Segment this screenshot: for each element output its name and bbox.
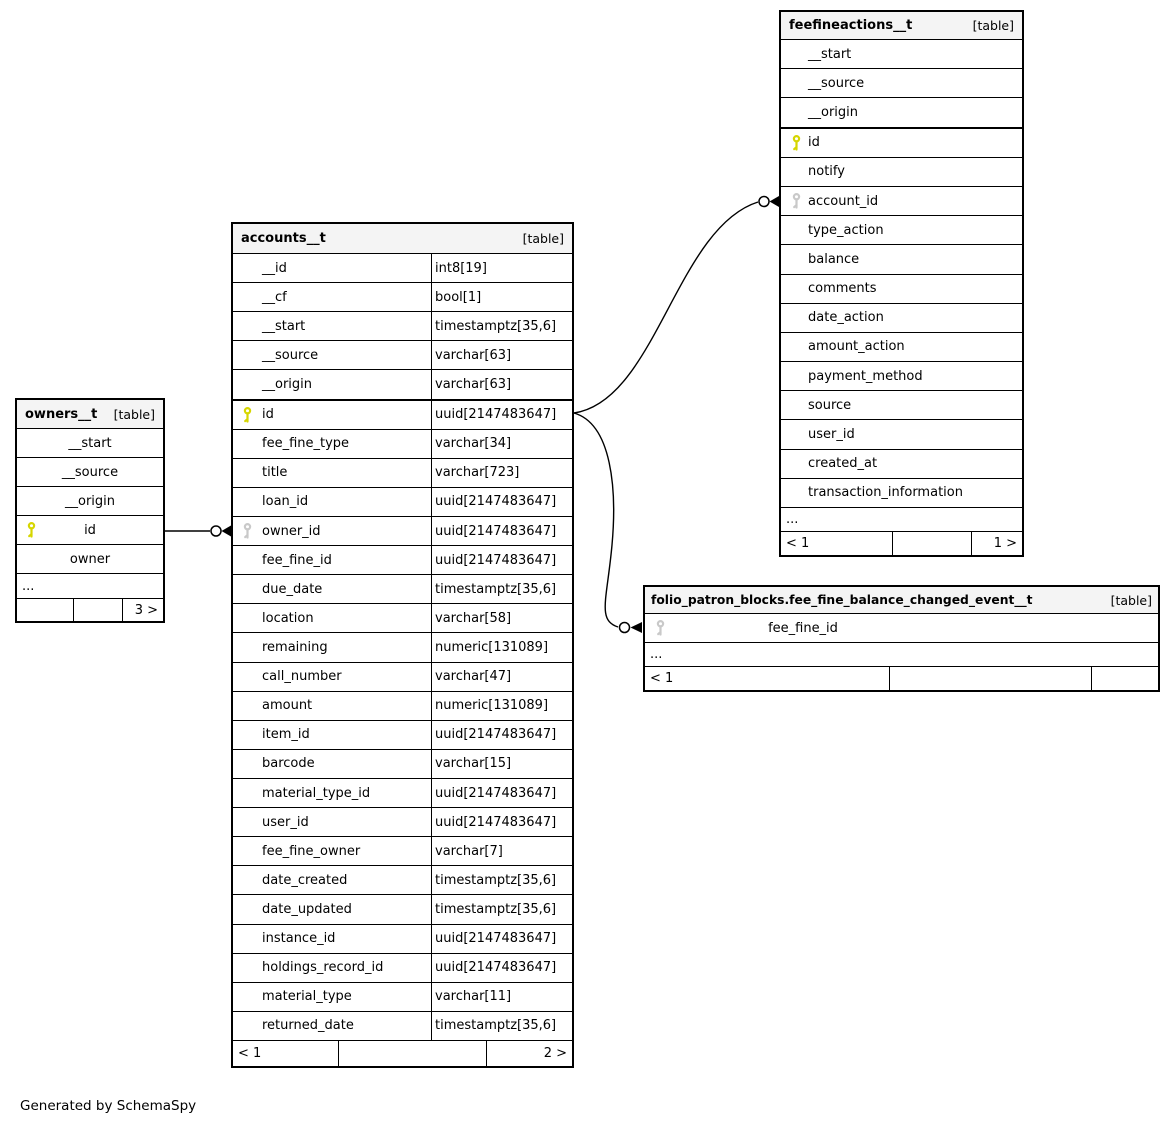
column-type: uuid[2147483647] bbox=[431, 779, 572, 807]
column-name-text: date_created bbox=[262, 872, 348, 888]
column-type: varchar[63] bbox=[431, 341, 572, 369]
column-row-__cf bbox=[233, 282, 572, 311]
column-name bbox=[781, 129, 1022, 157]
column-name-text: fee_fine_type bbox=[262, 436, 350, 452]
column-row-date_updated bbox=[233, 894, 572, 923]
column-row-remaining bbox=[233, 632, 572, 661]
column-name bbox=[781, 333, 1022, 361]
column-name bbox=[781, 304, 1022, 332]
column-name-text: fee_fine_id bbox=[262, 552, 332, 568]
connector-accounts-id-to-fee-fine-balance-changed-event bbox=[574, 413, 642, 633]
column-row-__origin bbox=[17, 486, 163, 515]
column-row-amount_action bbox=[781, 332, 1022, 361]
column-row-returned_date bbox=[233, 1011, 572, 1040]
column-row-__id bbox=[233, 253, 572, 282]
column-name-text: item_id bbox=[262, 727, 310, 743]
column-type: uuid[2147483647] bbox=[431, 808, 572, 836]
column-name bbox=[781, 479, 1022, 507]
column-row-created_at bbox=[781, 449, 1022, 478]
column-type: uuid[2147483647] bbox=[431, 954, 572, 982]
column-name bbox=[781, 420, 1022, 448]
column-row-date_created bbox=[233, 865, 572, 894]
column-name-text: comments bbox=[808, 281, 877, 297]
connector-accounts-id-to-feefineactions-account-id bbox=[574, 196, 779, 413]
paging-cell-2 bbox=[1092, 667, 1159, 690]
column-type: varchar[63] bbox=[431, 370, 572, 398]
column-name-text: __cf bbox=[262, 289, 287, 305]
column-name-text: title bbox=[262, 465, 288, 481]
table-footer bbox=[17, 598, 163, 621]
column-row-__source bbox=[233, 340, 572, 369]
column-row-material_type_id bbox=[233, 778, 572, 807]
column-type: varchar[47] bbox=[431, 663, 572, 691]
column-row-owner bbox=[17, 544, 163, 573]
column-type: uuid[2147483647] bbox=[431, 488, 572, 516]
column-row-id bbox=[233, 399, 572, 429]
column-name bbox=[17, 429, 163, 457]
column-name bbox=[17, 487, 163, 515]
table-header bbox=[781, 12, 1022, 39]
column-type: timestamptz[35,6] bbox=[431, 1012, 572, 1040]
table-feefineactions bbox=[779, 10, 1024, 557]
column-name bbox=[233, 341, 431, 369]
column-name-text: __origin bbox=[808, 104, 859, 120]
table-fee-fine-balance-changed-event bbox=[643, 585, 1160, 692]
column-name-text: user_id bbox=[262, 814, 309, 830]
paging-cell-0: < 1 bbox=[781, 532, 893, 555]
column-name bbox=[233, 721, 431, 749]
column-name bbox=[233, 692, 431, 720]
paging-cell-0: < 1 bbox=[233, 1041, 339, 1066]
column-row-__start bbox=[781, 39, 1022, 68]
paging-cell-2: 2 > bbox=[543, 1046, 568, 1061]
column-name-text: __id bbox=[262, 260, 287, 276]
column-name bbox=[233, 604, 431, 632]
column-rows bbox=[233, 253, 572, 1040]
column-name bbox=[781, 362, 1022, 390]
column-name bbox=[233, 983, 431, 1011]
column-name-text: location bbox=[262, 610, 314, 626]
table-header bbox=[645, 587, 1158, 613]
column-name bbox=[781, 245, 1022, 273]
column-row-account_id bbox=[781, 186, 1022, 215]
column-name bbox=[781, 216, 1022, 244]
column-row-source bbox=[781, 390, 1022, 419]
column-name bbox=[233, 925, 431, 953]
column-name-text: owner bbox=[69, 551, 111, 567]
table-title[interactable]: accounts__t bbox=[241, 231, 326, 246]
column-name-text: __start bbox=[808, 46, 852, 62]
column-name-text: barcode bbox=[262, 756, 315, 772]
table-title[interactable]: folio_patron_blocks.fee_fine_balance_changed_event__t bbox=[651, 593, 1033, 607]
column-type: varchar[15] bbox=[431, 750, 572, 778]
column-name bbox=[233, 750, 431, 778]
column-row-fee_fine_owner bbox=[233, 836, 572, 865]
more-columns-ellipsis: ... bbox=[645, 642, 1158, 666]
column-name bbox=[233, 430, 431, 458]
column-row-item_id bbox=[233, 720, 572, 749]
column-name bbox=[233, 663, 431, 691]
column-name bbox=[233, 779, 431, 807]
column-name bbox=[233, 459, 431, 487]
column-row-__origin bbox=[781, 97, 1022, 126]
table-header bbox=[233, 224, 572, 253]
column-name bbox=[781, 40, 1022, 68]
column-type: timestamptz[35,6] bbox=[431, 895, 572, 923]
column-name-text: returned_date bbox=[262, 1018, 354, 1034]
column-name bbox=[233, 575, 431, 603]
column-type: timestamptz[35,6] bbox=[431, 312, 572, 340]
column-row-call_number bbox=[233, 662, 572, 691]
column-row-date_action bbox=[781, 303, 1022, 332]
primary-key-icon bbox=[791, 134, 802, 151]
table-owners bbox=[15, 398, 165, 623]
column-name-text: __source bbox=[262, 347, 319, 363]
column-name bbox=[233, 488, 431, 516]
paging-cell-0: < 1 bbox=[645, 667, 890, 690]
column-row-loan_id bbox=[233, 487, 572, 516]
table-footer bbox=[645, 666, 1158, 690]
column-type: varchar[11] bbox=[431, 983, 572, 1011]
column-row-id bbox=[17, 515, 163, 544]
column-row-transaction_information bbox=[781, 478, 1022, 507]
column-name-text: instance_id bbox=[262, 931, 336, 947]
column-type: uuid[2147483647] bbox=[431, 546, 572, 574]
column-row-__start bbox=[17, 428, 163, 457]
column-type: bool[1] bbox=[431, 283, 572, 311]
column-row-owner_id bbox=[233, 516, 572, 545]
column-row-notify bbox=[781, 157, 1022, 186]
column-row-type_action bbox=[781, 215, 1022, 244]
column-type: numeric[131089] bbox=[431, 633, 572, 661]
column-type: numeric[131089] bbox=[431, 692, 572, 720]
column-name-text: id bbox=[84, 522, 96, 538]
paging-cell-1 bbox=[890, 667, 1092, 690]
column-type: varchar[723] bbox=[431, 459, 572, 487]
column-rows bbox=[17, 428, 163, 573]
column-name bbox=[233, 401, 431, 429]
column-name-text: user_id bbox=[808, 427, 855, 443]
foreign-key-icon bbox=[655, 620, 666, 637]
column-name bbox=[781, 69, 1022, 97]
paging-cell-2: 3 > bbox=[134, 602, 159, 618]
column-name bbox=[17, 545, 163, 573]
column-name bbox=[233, 895, 431, 923]
column-row-user_id bbox=[781, 419, 1022, 448]
column-name bbox=[781, 391, 1022, 419]
column-row-fee_fine_id bbox=[645, 613, 1158, 642]
column-name bbox=[233, 633, 431, 661]
primary-key-icon bbox=[26, 522, 37, 539]
column-name bbox=[233, 866, 431, 894]
column-name bbox=[233, 312, 431, 340]
column-rows bbox=[645, 613, 1158, 642]
column-name-text: transaction_information bbox=[808, 485, 963, 501]
column-name-text: notify bbox=[808, 164, 845, 180]
foreign-key-icon bbox=[242, 523, 253, 540]
column-row-user_id bbox=[233, 807, 572, 836]
column-row-payment_method bbox=[781, 361, 1022, 390]
table-footer bbox=[233, 1040, 572, 1066]
column-name-text: __origin bbox=[64, 493, 115, 509]
column-row-holdings_record_id bbox=[233, 953, 572, 982]
column-name-text: material_type_id bbox=[262, 785, 371, 801]
table-header bbox=[17, 400, 163, 428]
table-accounts bbox=[231, 222, 574, 1068]
column-row-balance bbox=[781, 244, 1022, 273]
primary-key-icon bbox=[242, 406, 253, 423]
column-row-due_date bbox=[233, 574, 572, 603]
table-footer bbox=[781, 531, 1022, 555]
column-rows bbox=[781, 39, 1022, 507]
column-name bbox=[781, 98, 1022, 126]
column-row-amount bbox=[233, 691, 572, 720]
column-row-fee_fine_type bbox=[233, 429, 572, 458]
column-name-text: id bbox=[262, 407, 274, 423]
column-name-text: remaining bbox=[262, 639, 328, 655]
column-name bbox=[233, 546, 431, 574]
column-type: timestamptz[35,6] bbox=[431, 866, 572, 894]
table-type-tag: [table] bbox=[522, 231, 564, 246]
column-name bbox=[645, 614, 961, 642]
column-row-__source bbox=[17, 457, 163, 486]
column-name-text: __source bbox=[61, 464, 119, 480]
column-type: int8[19] bbox=[431, 254, 572, 282]
column-name-text: __source bbox=[808, 75, 865, 91]
column-name bbox=[17, 516, 163, 544]
column-row-instance_id bbox=[233, 924, 572, 953]
column-row-location bbox=[233, 603, 572, 632]
column-name-text: due_date bbox=[262, 581, 323, 597]
column-type: varchar[7] bbox=[431, 837, 572, 865]
column-type: uuid[2147483647] bbox=[431, 517, 572, 545]
column-name bbox=[233, 808, 431, 836]
table-type-tag: [table] bbox=[113, 406, 155, 422]
column-name bbox=[781, 187, 1022, 215]
column-name bbox=[781, 158, 1022, 186]
column-type: varchar[34] bbox=[431, 430, 572, 458]
column-name-text: __origin bbox=[262, 376, 313, 392]
column-name-text: type_action bbox=[808, 222, 884, 238]
column-name bbox=[233, 370, 431, 398]
column-name-text: loan_id bbox=[262, 494, 309, 510]
column-row-comments bbox=[781, 274, 1022, 303]
column-row-material_type bbox=[233, 982, 572, 1011]
column-name-text: date_action bbox=[808, 310, 884, 326]
column-name-text: fee_fine_id bbox=[768, 620, 838, 636]
paging-cell-1 bbox=[74, 599, 123, 621]
column-name bbox=[781, 450, 1022, 478]
column-name-text: __start bbox=[262, 318, 306, 334]
column-row-id bbox=[781, 127, 1022, 157]
column-name-text: balance bbox=[808, 251, 860, 267]
column-name-text: date_updated bbox=[262, 901, 352, 917]
paging-cell-0 bbox=[17, 599, 74, 621]
column-name-text: __start bbox=[68, 435, 112, 451]
column-name-text: call_number bbox=[262, 669, 342, 685]
column-row-barcode bbox=[233, 749, 572, 778]
table-title[interactable]: feefineactions__t bbox=[789, 18, 913, 33]
column-row-title bbox=[233, 458, 572, 487]
column-name bbox=[781, 275, 1022, 303]
column-name-text: id bbox=[808, 135, 820, 151]
column-name-text: material_type bbox=[262, 989, 352, 1005]
column-name bbox=[233, 254, 431, 282]
table-title[interactable]: owners__t bbox=[25, 406, 98, 422]
connector-owners-id-to-accounts-owner-id bbox=[165, 526, 231, 537]
paging-cell-1 bbox=[893, 532, 972, 555]
column-name bbox=[233, 283, 431, 311]
column-row-__start bbox=[233, 311, 572, 340]
column-name-text: account_id bbox=[808, 193, 879, 209]
column-name-text: owner_id bbox=[262, 523, 321, 539]
paging-cell-2: 1 > bbox=[993, 536, 1018, 551]
paging-cell-1 bbox=[339, 1041, 487, 1066]
column-type: timestamptz[35,6] bbox=[431, 575, 572, 603]
column-row-fee_fine_id bbox=[233, 545, 572, 574]
more-columns-ellipsis: ... bbox=[781, 507, 1022, 531]
column-row-__origin bbox=[233, 369, 572, 398]
column-type: varchar[58] bbox=[431, 604, 572, 632]
more-columns-ellipsis: ... bbox=[17, 573, 163, 598]
column-name-text: payment_method bbox=[808, 368, 923, 384]
column-name bbox=[17, 458, 163, 486]
table-type-tag: [table] bbox=[972, 18, 1014, 33]
generated-by-note: Generated by SchemaSpy bbox=[20, 1098, 197, 1114]
column-type: uuid[2147483647] bbox=[431, 721, 572, 749]
column-name-text: holdings_record_id bbox=[262, 960, 384, 976]
column-type: uuid[2147483647] bbox=[431, 925, 572, 953]
column-type: uuid[2147483647] bbox=[431, 401, 572, 429]
column-name-text: fee_fine_owner bbox=[262, 843, 361, 859]
column-name-text: amount_action bbox=[808, 339, 905, 355]
column-name bbox=[233, 517, 431, 545]
column-row-__source bbox=[781, 68, 1022, 97]
foreign-key-icon bbox=[791, 193, 802, 210]
table-type-tag: [table] bbox=[1110, 592, 1152, 608]
column-name-text: amount bbox=[262, 698, 313, 714]
column-name bbox=[233, 954, 431, 982]
column-name-text: created_at bbox=[808, 456, 878, 472]
column-name-text: source bbox=[808, 397, 852, 413]
column-name bbox=[233, 837, 431, 865]
column-name bbox=[233, 1012, 431, 1040]
